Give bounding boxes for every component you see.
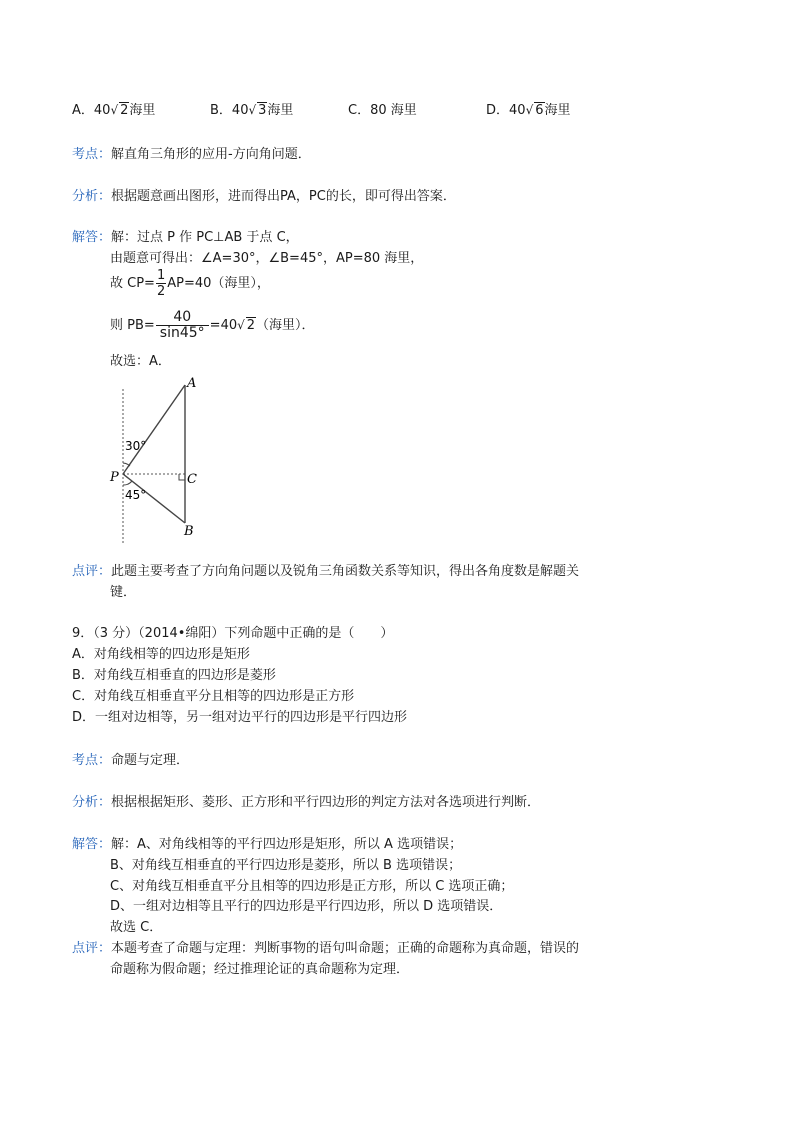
solution-text: 解：A、对角线相等的平行四边形是矩形，所以 A 选项错误； bbox=[111, 837, 463, 852]
sol3-post: AP=40（海里）， bbox=[167, 276, 270, 291]
q8-solution-line4 bbox=[110, 310, 315, 341]
kaodian-label: 考点： bbox=[72, 753, 112, 768]
q9-option-c: C．对角线互相垂直平分且相等的四边形是正方形 bbox=[72, 689, 355, 704]
dianping-label: 点评： bbox=[72, 941, 112, 956]
q9-option-b: B．对角线互相垂直的四边形是菱形 bbox=[72, 668, 276, 683]
q9-fenxi bbox=[72, 791, 540, 810]
dianping-text: 此题主要考查了方向角问题以及锐角三角函数关系等知识，得出各角度数是解题关 bbox=[111, 564, 580, 579]
sqrt-icon: √ bbox=[525, 103, 534, 117]
option-a bbox=[72, 99, 155, 118]
fraction-numerator: 1 bbox=[156, 268, 166, 283]
option-d-radicand: 6 bbox=[535, 103, 544, 118]
q8-solution-line1 bbox=[72, 226, 299, 245]
option-d-prefix: D．40 bbox=[486, 103, 526, 118]
option-d-unit: 海里 bbox=[544, 103, 571, 118]
fenxi-label: 分析： bbox=[72, 795, 112, 810]
q8-kaodian bbox=[72, 143, 311, 162]
option-b-prefix: B．40 bbox=[210, 103, 249, 118]
option-a-prefix: A．40 bbox=[72, 103, 111, 118]
fenxi-text: 根据题意画出图形，进而得出PA，PC的长，即可得出答案． bbox=[111, 189, 456, 204]
label-p: P bbox=[110, 470, 119, 485]
q9-dianping-line1 bbox=[72, 937, 579, 956]
angle-label-30: 30° bbox=[125, 439, 147, 453]
q8-solution-line2: 由题意可得出：∠A=30°，∠B=45°，AP=80 海里， bbox=[110, 251, 424, 266]
option-c: C．80 海里 bbox=[348, 103, 417, 118]
angle-arc-bottom bbox=[123, 481, 132, 485]
solution-text: 解：过点 P 作 PC⊥AB 于点 C， bbox=[111, 230, 299, 245]
q9-solution-line1 bbox=[72, 833, 462, 852]
jieda-label: 解答： bbox=[72, 230, 112, 245]
option-b bbox=[210, 99, 293, 118]
option-a-radicand: 2 bbox=[120, 103, 129, 118]
label-a: A bbox=[187, 376, 197, 391]
q8-dianping-line2: 键． bbox=[110, 585, 137, 600]
q8-dianping-line1 bbox=[72, 560, 579, 579]
sol4-mid: =40 bbox=[209, 318, 238, 333]
jieda-label: 解答： bbox=[72, 837, 112, 852]
kaodian-text: 解直角三角形的应用-方向角问题． bbox=[111, 147, 311, 162]
segment-pa bbox=[123, 385, 185, 474]
fenxi-text: 根据根据矩形、菱形、正方形和平行四边形的判定方法对各选项进行判断． bbox=[111, 795, 541, 810]
sol3-pre: 故 CP= bbox=[110, 276, 155, 291]
fenxi-label: 分析： bbox=[72, 189, 112, 204]
dianping-text: 本题考查了命题与定理：判断事物的语句叫命题；正确的命题称为真命题，错误的 bbox=[111, 941, 580, 956]
triangle-diagram bbox=[105, 375, 215, 550]
fraction-numerator: 40 bbox=[156, 310, 209, 326]
q8-solution-line5: 故选：A． bbox=[110, 354, 171, 369]
sol4-pre: 则 PB= bbox=[110, 318, 155, 333]
fraction-40-over-sin45 bbox=[156, 310, 209, 341]
kaodian-label: 考点： bbox=[72, 147, 112, 162]
sqrt-icon: √ bbox=[248, 103, 257, 117]
sqrt-icon: √ bbox=[110, 103, 119, 117]
option-a-unit: 海里 bbox=[129, 103, 156, 118]
label-b: B bbox=[184, 524, 194, 539]
q9-dianping-line2: 命题称为假命题；经过推理论证的真命题称为定理． bbox=[110, 962, 410, 977]
option-b-radicand: 3 bbox=[258, 103, 267, 118]
q9-option-a: A．对角线相等的四边形是矩形 bbox=[72, 647, 250, 662]
sol4-radicand: 2 bbox=[246, 318, 256, 333]
angle-label-45: 45° bbox=[125, 488, 147, 502]
q8-solution-line3 bbox=[110, 268, 270, 299]
right-angle-mark bbox=[179, 474, 185, 480]
kaodian-text: 命题与定理． bbox=[111, 753, 190, 768]
angle-arc-top bbox=[123, 463, 130, 466]
option-b-unit: 海里 bbox=[267, 103, 294, 118]
dianping-label: 点评： bbox=[72, 564, 112, 579]
fraction-denominator: sin45° bbox=[159, 325, 205, 341]
q9-kaodian bbox=[72, 749, 189, 768]
q9-solution-line2: B、对角线互相垂直的平行四边形是菱形，所以 B 选项错误； bbox=[110, 858, 462, 873]
q9-option-d: D．一组对边相等，另一组对边平行的四边形是平行四边形 bbox=[72, 710, 408, 725]
q9-stem: 9．（3 分）（2014•绵阳）下列命题中正确的是（ ） bbox=[72, 626, 394, 641]
fraction-denominator: 2 bbox=[156, 284, 166, 299]
fraction-half bbox=[156, 268, 166, 299]
sol4-post: （海里）． bbox=[256, 318, 315, 333]
label-c: C bbox=[187, 472, 197, 487]
sqrt-icon: √ bbox=[237, 318, 245, 332]
q9-solution-line4: D、一组对边相等且平行的四边形是平行四边形，所以 D 选项错误． bbox=[110, 899, 503, 914]
q9-solution-line5: 故选 C． bbox=[110, 920, 163, 935]
option-d bbox=[486, 99, 571, 118]
q8-fenxi bbox=[72, 185, 456, 204]
q9-solution-line3: C、对角线互相垂直平分且相等的四边形是正方形，所以 C 选项正确； bbox=[110, 879, 514, 894]
